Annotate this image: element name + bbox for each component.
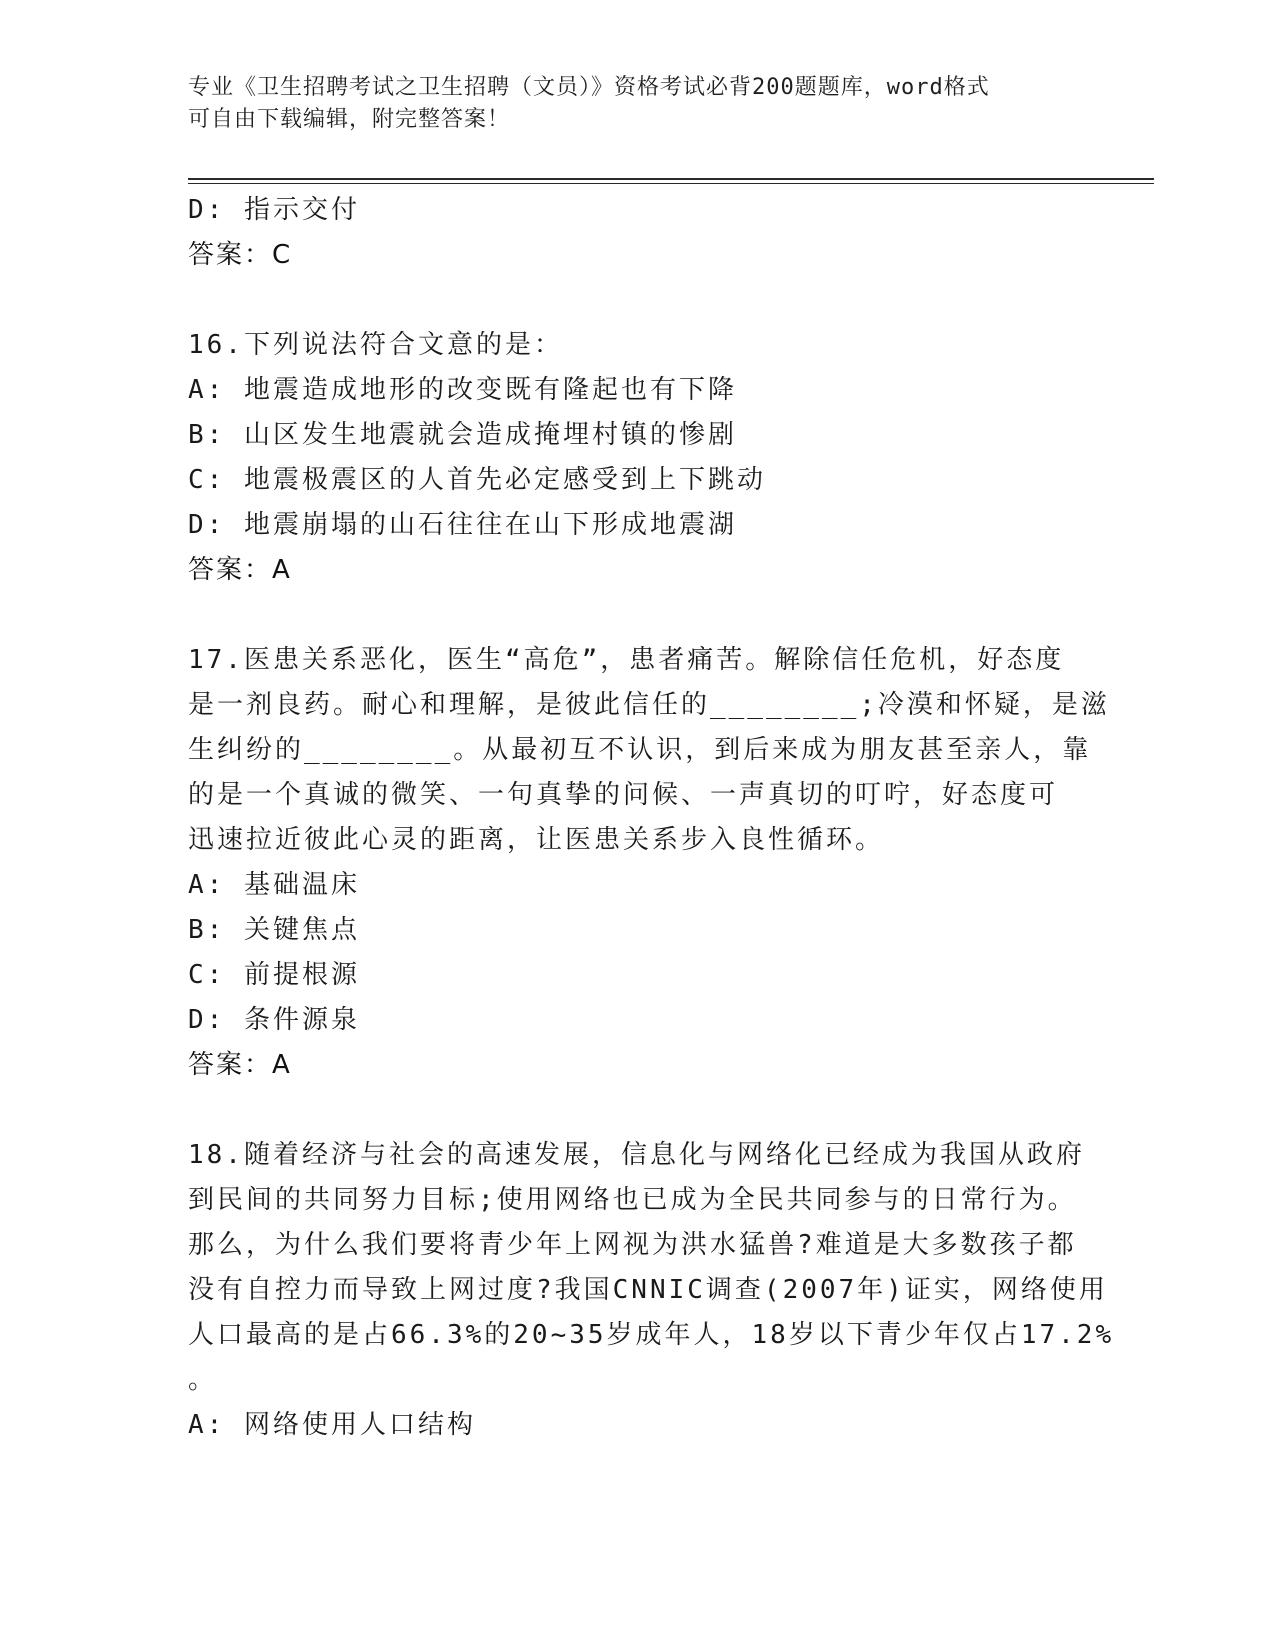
header-divider-thin xyxy=(188,183,1154,184)
option-a: A: 地震造成地形的改变既有隆起也有下降 xyxy=(188,375,737,405)
option-a: A: 基础温床 xyxy=(188,870,360,900)
question-stem-line-3: 生纠纷的________。从最初互不认识，到后来成为朋友甚至亲人，靠 xyxy=(188,735,1092,765)
question-stem-line-6: 。 xyxy=(188,1365,218,1395)
question-stem: 16.下列说法符合文意的是： xyxy=(188,330,563,360)
header-title-line-2: 可自由下载编辑，附完整答案！ xyxy=(188,107,511,132)
option-c: C: 地震极震区的人首先必定感受到上下跳动 xyxy=(188,465,766,495)
question-stem-line-1: 18.随着经济与社会的高速发展，信息化与网络化已经成为我国从政府 xyxy=(188,1140,1085,1170)
question-stem-line-4: 没有自控力而导致上网过度?我国CNNIC调查(2007年)证实，网络使用 xyxy=(188,1275,1108,1305)
question-stem-line-1: 17.医患关系恶化，医生“高危”，患者痛苦。解除信任危机，好态度 xyxy=(188,645,1065,675)
question-stem-line-3: 那么，为什么我们要将青少年上网视为洪水猛兽?难道是大多数孩子都 xyxy=(188,1230,1077,1260)
spacer xyxy=(188,278,1088,323)
answer-line: 答案：A xyxy=(188,1050,292,1080)
question-stem-line-5: 人口最高的是占66.3%的20~35岁成年人，18岁以下青少年仅占17.2% xyxy=(188,1320,1115,1350)
spacer xyxy=(188,593,1088,638)
option-d: D: 条件源泉 xyxy=(188,1005,360,1035)
option-b: B: 关键焦点 xyxy=(188,915,360,945)
header-title-line-1: 专业《卫生招聘考试之卫生招聘（文员）》资格考试必背200题题库，word格式 xyxy=(188,75,990,100)
question-16 xyxy=(188,323,1088,593)
question-stem-line-5: 迅速拉近彼此心灵的距离，让医患关系步入良性循环。 xyxy=(188,825,885,855)
option-d: D: 指示交付 xyxy=(188,195,360,225)
document-body xyxy=(188,188,1115,1448)
question-17 xyxy=(188,638,1110,1088)
previous-question-tail xyxy=(188,188,1088,278)
spacer xyxy=(188,1088,1088,1133)
answer-line: 答案：A xyxy=(188,555,292,585)
option-b: B: 山区发生地震就会造成掩埋村镇的惨剧 xyxy=(188,420,737,450)
question-stem-line-4: 的是一个真诚的微笑、一句真挚的问候、一声真切的叮咛，好态度可 xyxy=(188,780,1059,810)
question-stem-line-2: 是一剂良药。耐心和理解，是彼此信任的________;冷漠和怀疑，是滋 xyxy=(188,690,1110,720)
document-header xyxy=(188,72,1068,136)
question-stem-line-2: 到民间的共同努力目标;使用网络也已成为全民共同参与的日常行为。 xyxy=(188,1185,1077,1215)
option-a: A: 网络使用人口结构 xyxy=(188,1410,476,1440)
option-c: C: 前提根源 xyxy=(188,960,360,990)
answer-line: 答案：C xyxy=(188,240,293,270)
option-d: D: 地震崩塌的山石往往在山下形成地震湖 xyxy=(188,510,737,540)
question-18 xyxy=(188,1133,1115,1448)
header-divider-thick xyxy=(188,178,1154,180)
